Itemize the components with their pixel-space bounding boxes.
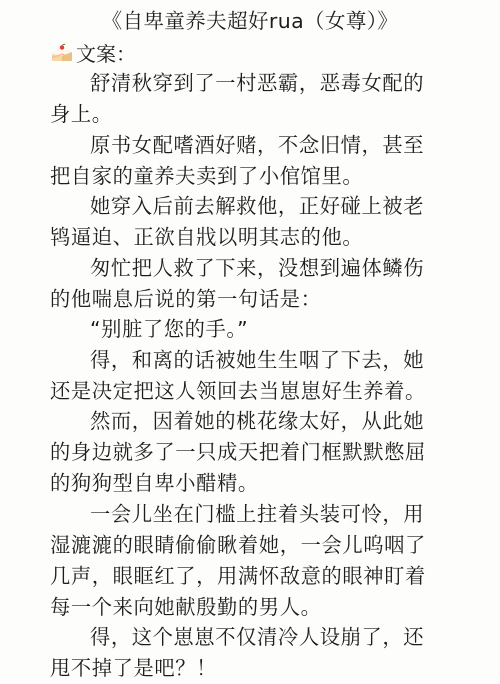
paragraph <box>50 345 490 407</box>
paragraph-line: 身上。 <box>50 102 113 126</box>
paragraph-line: 几声，眼眶红了，用满怀敌意的眼神盯着 <box>50 563 426 588</box>
paragraph-line: 的他喘息后说的第一句话是： <box>50 286 322 311</box>
synopsis-body <box>50 68 490 684</box>
paragraph <box>50 253 490 315</box>
paragraph-line: 得，这个崽崽不仅清冷人设崩了，还 <box>90 625 425 649</box>
paragraph-line: 鸨逼迫、正欲自戕以明其志的他。 <box>50 225 364 249</box>
paragraph-line: 把自家的童养夫卖到了小倌馆里。 <box>50 163 364 188</box>
paragraph <box>50 68 490 130</box>
paragraph <box>50 314 490 345</box>
paragraph-line: 湿漉漉的眼睛偷偷瞅着她，一会儿呜咽了 <box>50 532 426 557</box>
synopsis-label: 文案： <box>76 42 136 66</box>
paragraph <box>50 406 490 499</box>
paragraph-line: “别脏了您的手。” <box>90 317 249 341</box>
paragraph-line: 舒清秋穿到了一村恶霸，恶毒女配的 <box>90 71 425 95</box>
paragraph <box>50 499 490 623</box>
paragraph <box>50 622 490 684</box>
paragraph-line: 的狗狗型自卑小醋精。 <box>50 471 259 495</box>
paragraph-line: 她穿入后前去解救他，正好碰上被老 <box>90 194 425 218</box>
paragraph-line: 一会儿坐在门槛上拄着头装可怜，用 <box>90 501 425 526</box>
paragraph-line: 得，和离的话被她生生咽了下去，她 <box>90 347 425 372</box>
paragraph <box>50 191 490 253</box>
paragraph-line: 然而，因着她的桃花缘太好，从此她 <box>90 409 425 433</box>
paragraph <box>50 130 490 192</box>
paragraph-line: 的身边就多了一只成天把着门框默默憋屈 <box>50 440 426 464</box>
synopsis-heading <box>50 41 136 67</box>
paragraph-line: 还是决定把这人领回去当崽崽好生养着。 <box>50 378 426 403</box>
paragraph-line: 甩不掉了是吧？！ <box>50 656 218 680</box>
paragraph-line: 原书女配嗜酒好赌，不念旧情，甚至 <box>90 132 425 157</box>
paragraph-line: 每一个来向她献殷勤的男人。 <box>50 594 322 619</box>
cake-slice-icon <box>50 43 74 65</box>
book-title: 《自卑童养夫超好rua（女尊）》 <box>101 9 399 33</box>
paragraph-line: 匆忙把人救了下来，没想到遍体鳞伤 <box>90 255 425 280</box>
